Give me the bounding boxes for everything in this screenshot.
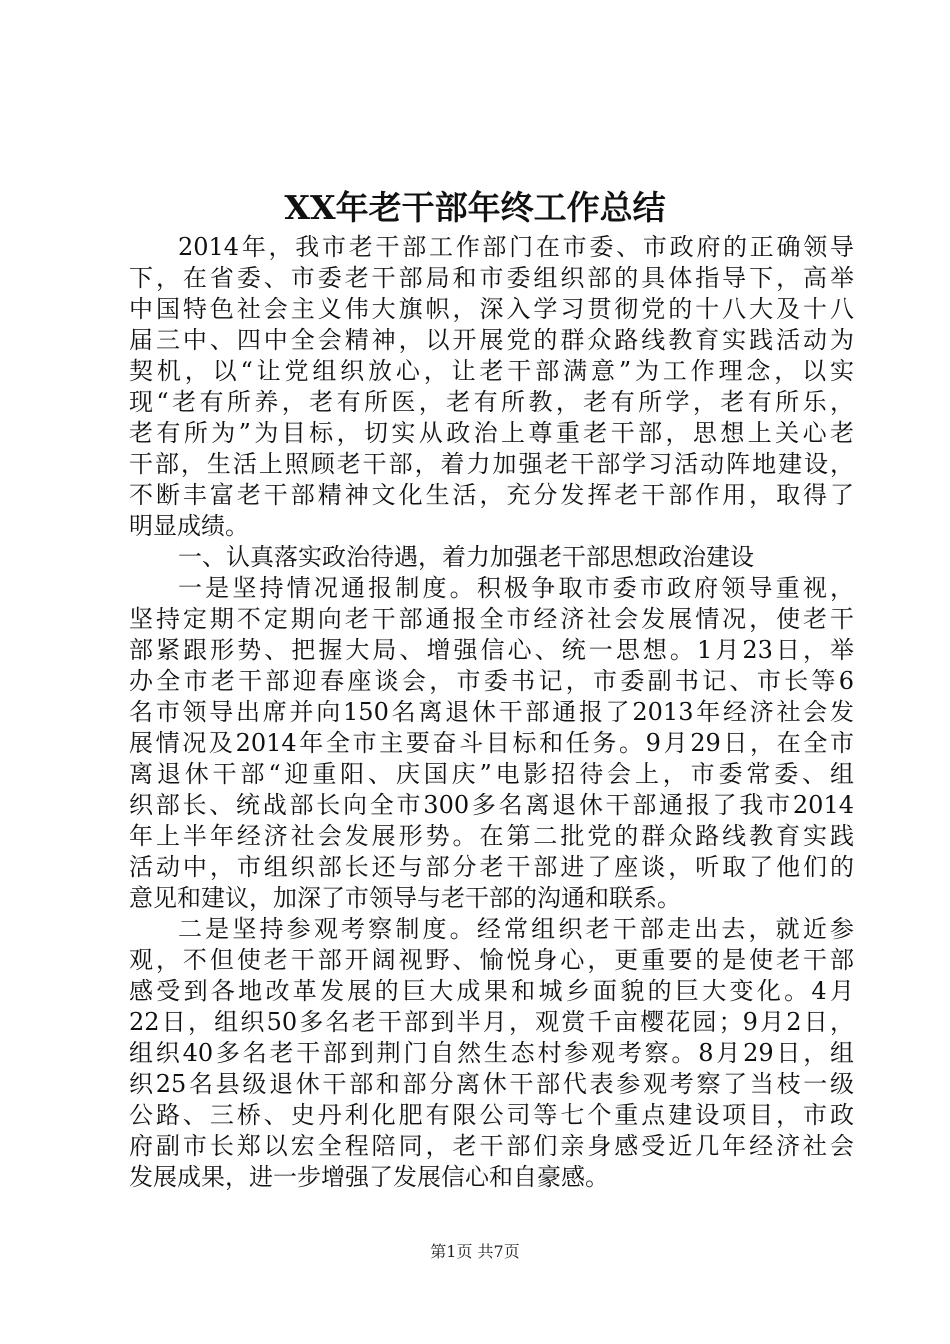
paragraph-line: 织25名县级退休干部和部分离休干部代表参观考察了当枝一级 [129, 1070, 854, 1098]
paragraph-line: 公路、三桥、史丹利化肥有限公司等七个重点建设项目，市政 [129, 1101, 854, 1129]
paragraph-line: 老有所为”为目标，切实从政治上尊重老干部，思想上关心老 [129, 419, 854, 447]
paragraph-line: 2014年，我市老干部工作部门在市委、市政府的正确领导 [178, 233, 854, 261]
paragraph-line: 契机，以“让党组织放心，让老干部满意”为工作理念，以实 [129, 357, 854, 385]
paragraph-line: 下，在省委、市委老干部局和市委组织部的具体指导下，高举 [129, 264, 854, 292]
paragraph-line: 二是坚持参观考察制度。经常组织老干部走出去，就近参 [178, 915, 854, 943]
paragraph-line: 观，不但使老干部开阔视野、愉悦身心，更重要的是使老干部 [129, 946, 854, 974]
paragraph-line: 感受到各地改革发展的巨大成果和城乡面貌的巨大变化。4月 [129, 977, 854, 1005]
document-body [129, 232, 854, 1193]
paragraph-line: 活动中，市组织部长还与部分老干部进了座谈，听取了他们的 [129, 853, 854, 881]
paragraph-line: 组织40多名老干部到荆门自然生态村参观考察。8月29日，组 [129, 1039, 854, 1067]
paragraph-line: 现“老有所养，老有所医，老有所教，老有所学，老有所乐， [129, 388, 854, 416]
paragraph-line: 年上半年经济社会发展形势。在第二批党的群众路线教育实践 [129, 822, 854, 850]
paragraph-line: 部紧跟形势、把握大局、增强信心、统一思想。1月23日，举 [129, 636, 854, 664]
paragraph-line: 22日，组织50多名老干部到半月，观赏千亩樱花园；9月2日， [129, 1008, 854, 1036]
paragraph-line: 一是坚持情况通报制度。积极争取市委市政府领导重视， [178, 574, 854, 602]
document-title: XX年老干部年终工作总结 [284, 188, 666, 227]
paragraph-line: 府副市长郑以宏全程陪同，老干部们亲身感受近几年经济社会 [129, 1132, 854, 1160]
paragraph-line: 坚持定期不定期向老干部通报全市经济社会发展情况，使老干 [129, 605, 854, 633]
paragraph-line: 离退休干部“迎重阳、庆国庆”电影招待会上，市委常委、组 [129, 760, 854, 788]
paragraph-line: 发展成果，进一步增强了发展信心和自豪感。 [129, 1163, 609, 1191]
paragraph-line: 明显成绩。 [129, 512, 249, 540]
paragraph-line: 中国特色社会主义伟大旗帜，深入学习贯彻党的十八大及十八 [129, 295, 854, 323]
paragraph-line: 意见和建议，加深了市领导与老干部的沟通和联系。 [129, 884, 681, 912]
page-footer: 第1页 共7页 [430, 1242, 520, 1261]
paragraph-line: 展情况及2014年全市主要奋斗目标和任务。9月29日，在全市 [129, 729, 854, 757]
section-heading: 一、认真落实政治待遇，着力加强老干部思想政治建设 [178, 543, 754, 571]
paragraph-line: 名市领导出席并向150名离退休干部通报了2013年经济社会发 [129, 698, 854, 726]
paragraph-line: 织部长、统战部长向全市300多名离退休干部通报了我市2014 [129, 791, 854, 819]
paragraph-line: 干部，生活上照顾老干部，着力加强老干部学习活动阵地建设， [129, 450, 854, 478]
paragraph-line: 不断丰富老干部精神文化生活，充分发挥老干部作用，取得了 [129, 481, 854, 509]
paragraph-line: 办全市老干部迎春座谈会，市委书记，市委副书记、市长等6 [129, 667, 854, 695]
paragraph-line: 届三中、四中全会精神，以开展党的群众路线教育实践活动为 [129, 326, 854, 354]
